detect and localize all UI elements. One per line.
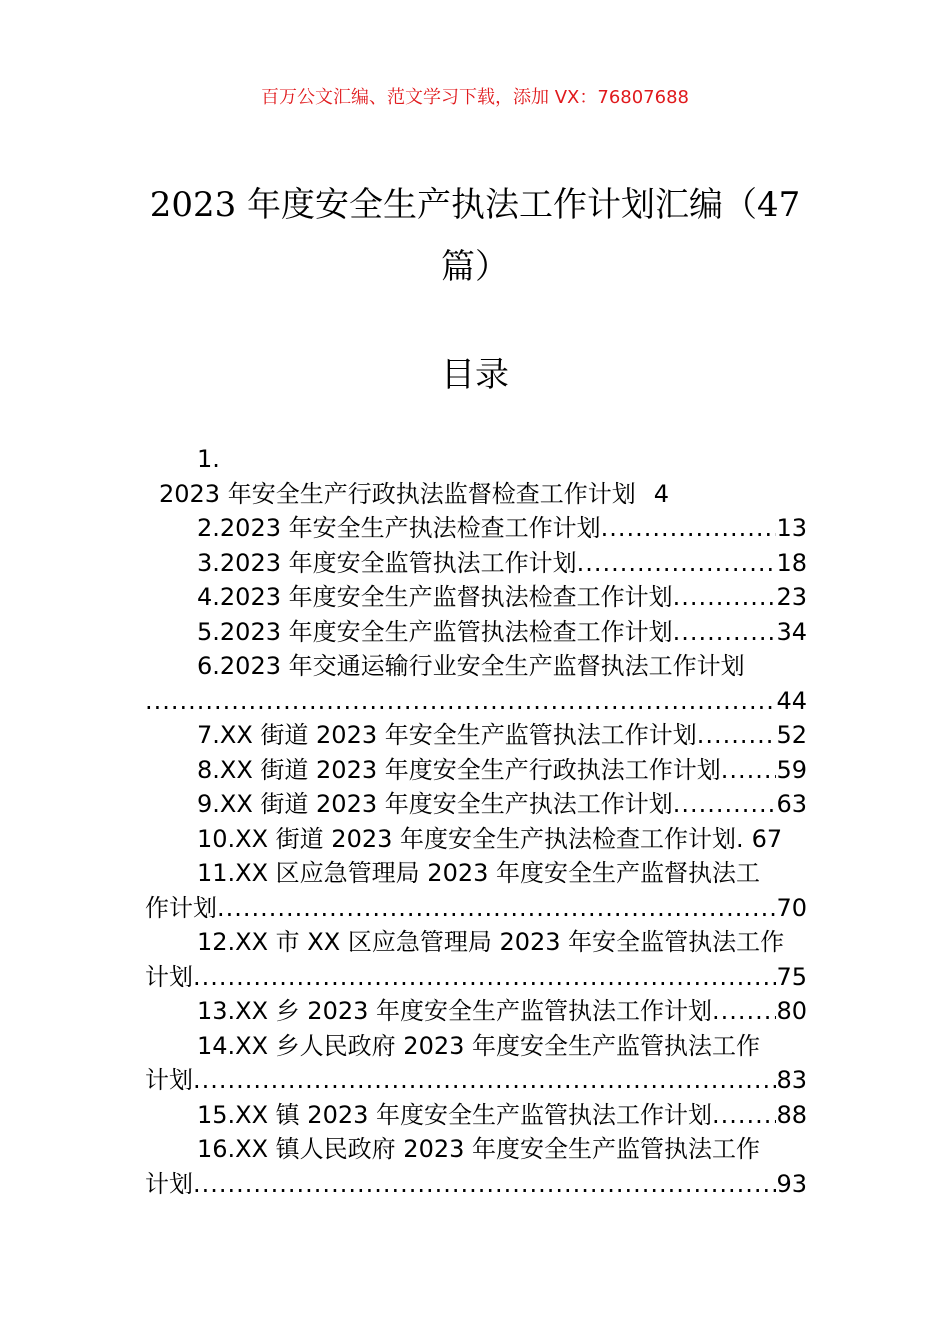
toc-entry-7[interactable]	[145, 718, 807, 753]
toc-entry-text: 5.2023 年度安全生产监管执法检查工作计划	[197, 617, 673, 646]
toc-leader-dots	[673, 787, 777, 822]
toc-entry-page: 63	[776, 790, 807, 818]
toc-entry-1-number[interactable]	[145, 442, 807, 477]
toc-entry-text: 8.XX 街道 2023 年度安全生产行政执法工作计划	[197, 755, 721, 784]
toc-entry-page: 88	[776, 1100, 807, 1129]
toc-entry-1[interactable]	[145, 477, 807, 512]
toc-entry-14-cont[interactable]	[145, 1063, 807, 1098]
toc-entry-12[interactable]	[145, 925, 807, 960]
toc-entry-text: 13.XX 乡 2023 年度安全生产监管执法工作计划	[197, 997, 713, 1025]
toc-entry-6[interactable]	[145, 649, 807, 684]
toc-entry-text: 9.XX 街道 2023 年度安全生产执法工作计划	[197, 790, 673, 818]
toc-entry-text-cont: 计划	[145, 1066, 193, 1094]
title-line-2: 篇）	[441, 247, 509, 287]
toc-entry-text-cont: 计划	[145, 1169, 193, 1198]
toc-entry-11-cont[interactable]	[145, 891, 807, 926]
toc-entry-page: 18	[776, 548, 807, 577]
toc-entry-14[interactable]	[145, 1029, 807, 1064]
toc-entry-text: 7.XX 街道 2023 年安全生产监管执法工作计划	[197, 721, 697, 749]
toc-entry-page: 23	[776, 583, 807, 611]
toc-entry-text: 2.2023 年安全生产执法检查工作计划	[197, 514, 601, 542]
toc-entry-page: 70	[776, 893, 807, 922]
toc-leader-dots	[601, 511, 777, 546]
table-of-contents	[145, 442, 807, 1201]
toc-entry-text: 14.XX 乡人民政府 2023 年度安全生产监管执法工作	[197, 1031, 761, 1060]
toc-entry-16-cont[interactable]	[145, 1167, 807, 1202]
toc-entry-text: 4.2023 年度安全生产监督执法检查工作计划	[197, 583, 673, 611]
toc-entry-page: 34	[776, 617, 807, 646]
toc-entry-text: 6.2023 年交通运输行业安全生产监督执法工作计划	[197, 652, 745, 680]
toc-entry-13[interactable]	[145, 994, 807, 1029]
toc-entry-page: 4	[653, 479, 669, 508]
toc-entry-page: 83	[776, 1066, 807, 1094]
toc-leader-dots	[712, 994, 776, 1029]
toc-leader-dots	[145, 684, 776, 719]
toc-entry-number: 1.	[197, 445, 220, 473]
toc-entry-text: 3.2023 年度安全监管执法工作计划	[197, 548, 577, 577]
toc-entry-page: 52	[776, 721, 807, 749]
toc-entry-text: 11.XX 区应急管理局 2023 年度安全生产监督执法工	[197, 859, 761, 887]
toc-entry-3[interactable]	[145, 546, 807, 581]
toc-entry-12-cont[interactable]	[145, 960, 807, 995]
toc-leader-dots	[712, 1098, 776, 1133]
toc-entry-11[interactable]	[145, 856, 807, 891]
toc-entry-page: 67	[751, 824, 783, 853]
toc-entry-text-cont: 作计划	[145, 893, 217, 922]
toc-leader-dots	[193, 1063, 776, 1098]
toc-entry-9[interactable]	[145, 787, 807, 822]
document-title	[130, 174, 820, 298]
toc-entry-page: 13	[776, 514, 807, 542]
toc-entry-page: 80	[776, 997, 807, 1025]
toc-leader-dots	[577, 546, 777, 581]
toc-entry-text: 12.XX 市 XX 区应急管理局 2023 年安全监管执法工作	[197, 928, 785, 956]
toc-entry-text: 2023 年安全生产行政执法监督检查工作计划	[159, 479, 636, 508]
toc-entry-10[interactable]	[145, 822, 807, 857]
toc-entry-15[interactable]	[145, 1098, 807, 1133]
toc-leader-dots	[193, 1167, 776, 1202]
toc-entry-page: 44	[776, 686, 807, 715]
toc-entry-page: 93	[776, 1169, 807, 1198]
toc-entry-8[interactable]	[145, 753, 807, 788]
header-note: 百万公文汇编、范文学习下载，添加 VX：76807688	[261, 87, 689, 108]
toc-leader-dots	[673, 580, 777, 615]
toc-entry-text: 15.XX 镇 2023 年度安全生产监管执法工作计划	[197, 1100, 713, 1129]
toc-leader-dots	[673, 615, 777, 650]
toc-leader-dots	[697, 718, 777, 753]
toc-entry-text-cont: 计划	[145, 962, 193, 991]
toc-entry-2[interactable]	[145, 511, 807, 546]
toc-entry-6-leader[interactable]	[145, 684, 807, 719]
toc-heading: 目录	[441, 355, 509, 395]
toc-entry-page: 75	[776, 962, 807, 991]
title-line-1: 2023 年度安全生产执法工作计划汇编（47	[149, 185, 801, 225]
toc-leader-dots	[193, 960, 776, 995]
toc-leader-dots	[721, 753, 777, 788]
toc-entry-text: 16.XX 镇人民政府 2023 年度安全生产监管执法工作	[197, 1135, 761, 1163]
toc-entry-text: 10.XX 街道 2023 年度安全生产执法检查工作计划.	[197, 824, 744, 853]
toc-entry-page: 59	[776, 755, 807, 784]
toc-entry-16[interactable]	[145, 1132, 807, 1167]
toc-entry-4[interactable]	[145, 580, 807, 615]
toc-leader-dots	[217, 891, 776, 926]
toc-entry-5[interactable]	[145, 615, 807, 650]
